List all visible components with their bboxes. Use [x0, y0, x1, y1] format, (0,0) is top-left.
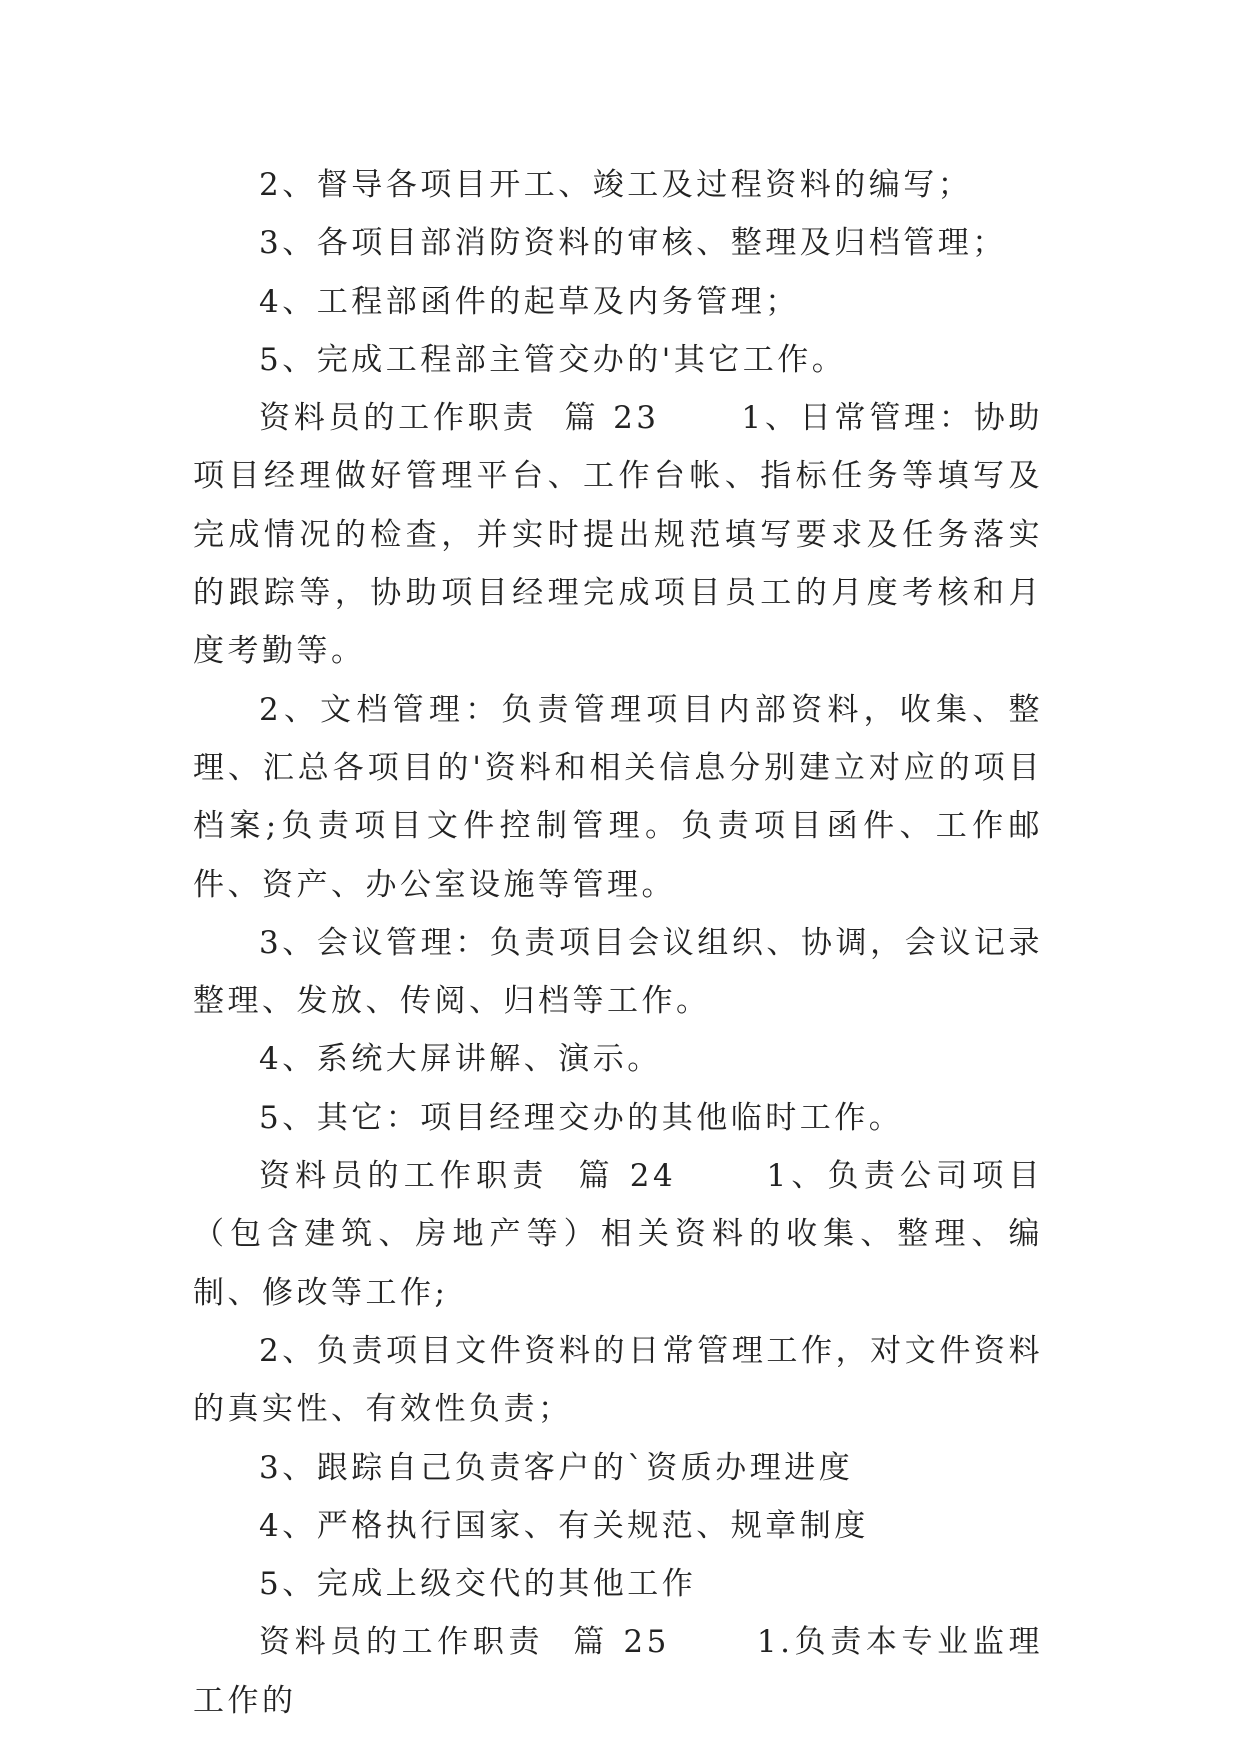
- paragraph: 2、督导各项目开工、竣工及过程资料的编写；: [259, 167, 973, 203]
- paragraph: 4、系统大屏讲解、演示。: [259, 1041, 662, 1078]
- section-heading-paragraph: 资料员的工作职责 篇 25 1.负责本专业监理工作的: [193, 1624, 1043, 1719]
- paragraph: 3、各项目部消防资料的审核、整理及归档管理；: [259, 225, 1007, 262]
- paragraph: 2、文档管理：负责管理项目内部资料，收集、整理、汇总各项目的'资料和相关信息分别建立对应的项目档案;负责项目文件控制管理。负责项目函件、工作邮件、资产、办公室设施等管理。: [193, 691, 1043, 903]
- paragraph: 5、完成工程部主管交办的'其它工作。: [259, 341, 847, 378]
- paragraph: 4、工程部函件的起草及内务管理；: [259, 283, 800, 320]
- paragraph: 2、负责项目文件资料的日常管理工作，对文件资料的真实性、有效性负责；: [193, 1332, 1043, 1428]
- document-body: [193, 156, 1043, 1730]
- paragraph: 4、严格执行国家、有关规范、规章制度: [259, 1507, 869, 1544]
- paragraph: 5、完成上级交代的其他工作: [259, 1566, 697, 1603]
- section-heading-paragraph: 资料员的工作职责 篇 24 1、负责公司项目（包含建筑、房地产等）相关资料的收集、整理、编制、修改等工作;: [193, 1158, 1043, 1311]
- paragraph: 3、会议管理：负责项目会议组织、协调，会议记录整理、发放、传阅、归档等工作。: [193, 924, 1043, 1020]
- section-heading-paragraph: 资料员的工作职责 篇 23 1、日常管理：协助项目经理做好管理平台、工作台帐、指标任务等填写及完成情况的检查，并实时提出规范填写要求及任务落实的跟踪等，协助项目经理完成项目员工的月度考核和月度考勤等。: [193, 400, 1043, 670]
- paragraph: 5、其它：项目经理交办的其他临时工作。: [259, 1099, 904, 1136]
- paragraph: 3、跟踪自己负责客户的`资质办理进度: [259, 1449, 854, 1486]
